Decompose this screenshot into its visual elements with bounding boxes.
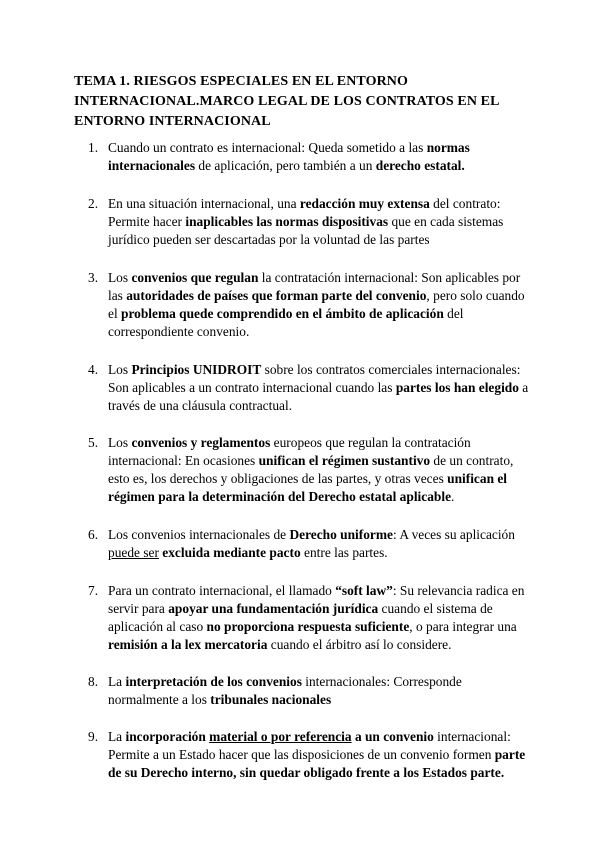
list-item xyxy=(74,526,534,562)
emphasis-text: convenios que regulan xyxy=(131,270,259,285)
text-segment: sobre los contratos comerciales internacionales: Son aplicables a un contrato internacional cuando las xyxy=(108,362,521,395)
emphasis-text: no proporciona respuesta suficiente xyxy=(206,619,410,634)
list-item xyxy=(74,361,534,415)
emphasis-text: autoridades de países que forman parte del convenio xyxy=(126,288,427,303)
list-item xyxy=(74,673,534,709)
emphasis-text: remisión a la lex mercatoria xyxy=(108,637,268,652)
emphasis-text: unifican el régimen para la determinación del Derecho estatal aplicable xyxy=(108,471,508,504)
text-segment: Para un contrato internacional, el llamado xyxy=(108,583,336,598)
text-segment: entre las partes. xyxy=(300,545,388,560)
text-segment: la contratación internacional: Son aplicables por las xyxy=(108,270,521,303)
emphasis-text: derecho estatal. xyxy=(375,158,465,173)
list-item-text xyxy=(108,362,528,413)
emphasis-text: redacción muy extensa xyxy=(299,196,430,211)
emphasis-text: problema quede comprendido en el ámbito de aplicación xyxy=(121,306,444,321)
text-segment: . xyxy=(451,489,455,504)
list-item-number: 2. xyxy=(88,196,99,211)
emphasis-text: apoyar una fundamentación jurídica xyxy=(168,601,379,616)
list-item-number: 9. xyxy=(88,729,99,744)
list-item-number: 7. xyxy=(88,583,99,598)
emphasis-text: excluida mediante pacto xyxy=(162,545,301,560)
text-segment: internacionales: Corresponde normalmente a los xyxy=(108,674,462,707)
emphasis-text: inaplicables las normas dispositivas xyxy=(185,214,389,229)
emphasis-text: parte de su Derecho interno, sin quedar obligado frente a los Estados parte. xyxy=(108,747,526,780)
text-segment: del contrato: Permite hacer xyxy=(108,196,501,229)
list-item-number: 1. xyxy=(88,140,99,155)
emphasis-text: convenios y reglamentos xyxy=(131,435,271,450)
text-segment: La xyxy=(108,674,126,689)
text-segment: , o para integrar una xyxy=(409,619,517,634)
list-item-text xyxy=(108,270,525,339)
underlined-text: puede ser xyxy=(108,545,159,560)
emphasis-text: unifican el régimen sustantivo xyxy=(258,453,431,468)
text-segment: Los xyxy=(108,362,132,377)
text-segment: : Su relevancia radica en servir para xyxy=(108,583,525,616)
text-segment: de aplicación, pero también a un xyxy=(195,158,376,173)
text-segment: del correspondiente convenio. xyxy=(108,306,464,339)
emphasis-text: tribunales nacionales xyxy=(210,692,332,707)
emphasis-text: Principios UNIDROIT xyxy=(131,362,262,377)
list-item-number: 3. xyxy=(88,270,99,285)
list-item-text xyxy=(108,583,524,652)
list-item-text xyxy=(108,435,513,504)
text-segment: Cuando un contrato es internacional: Queda sometido a las xyxy=(108,140,427,155)
numbered-list xyxy=(74,139,534,782)
text-segment: de un contrato, esto es, los derechos y obligaciones de las partes, y otras veces xyxy=(108,453,514,486)
list-item xyxy=(74,728,534,782)
emphasis-text: incorporación xyxy=(125,729,210,744)
text-segment: cuando el sistema de aplicación al caso xyxy=(108,601,493,634)
text-segment: que en cada sistemas jurídico pueden ser descartadas por la voluntad de las partes xyxy=(108,214,504,247)
emphasis-text: partes los han elegido xyxy=(395,380,519,395)
list-item-number: 4. xyxy=(88,362,99,377)
list-item xyxy=(74,582,534,654)
list-item xyxy=(74,139,534,175)
emphasis-text: “soft law” xyxy=(335,583,393,598)
list-item-number: 6. xyxy=(88,527,99,542)
text-segment: , pero solo cuando el xyxy=(108,288,525,321)
list-item-number: 8. xyxy=(88,674,99,689)
emphasis-text: material o por referencia xyxy=(209,729,352,744)
text-segment: Los convenios internacionales de xyxy=(108,527,290,542)
emphasis-text: normas internacionales xyxy=(108,140,470,173)
emphasis-text: a un convenio xyxy=(351,729,434,744)
list-item xyxy=(74,195,534,249)
text-segment: a través de una cláusula contractual. xyxy=(108,380,529,413)
text-segment: Los xyxy=(108,270,132,285)
list-item-text xyxy=(108,674,462,707)
text-segment: internacional: Permite a un Estado hacer que las disposiciones de un convenio formen xyxy=(108,729,511,762)
text-segment: En una situación internacional, una xyxy=(108,196,300,211)
list-item xyxy=(74,269,534,341)
list-item-text xyxy=(108,527,515,560)
list-item-text xyxy=(108,140,470,173)
list-item-number: 5. xyxy=(88,435,99,450)
list-item-text xyxy=(108,729,525,780)
text-segment: : A veces su aplicación xyxy=(392,527,515,542)
emphasis-text: interpretación de los convenios xyxy=(125,674,302,689)
document-title: TEMA 1. RIESGOS ESPECIALES EN EL ENTORNO INTERNACIONAL.MARCO LEGAL DE LOS CONTRATOS EN EL ENTORNO INTERNACIONAL xyxy=(74,74,499,129)
text-segment: La xyxy=(108,729,126,744)
text-segment: Los xyxy=(108,435,132,450)
emphasis-text: Derecho uniforme xyxy=(289,527,393,542)
list-item xyxy=(74,434,534,506)
list-item-text xyxy=(108,196,503,247)
text-segment: cuando el árbitro así lo considere. xyxy=(267,637,452,652)
text-segment: europeos que regulan la contratación internacional: En ocasiones xyxy=(108,435,471,468)
